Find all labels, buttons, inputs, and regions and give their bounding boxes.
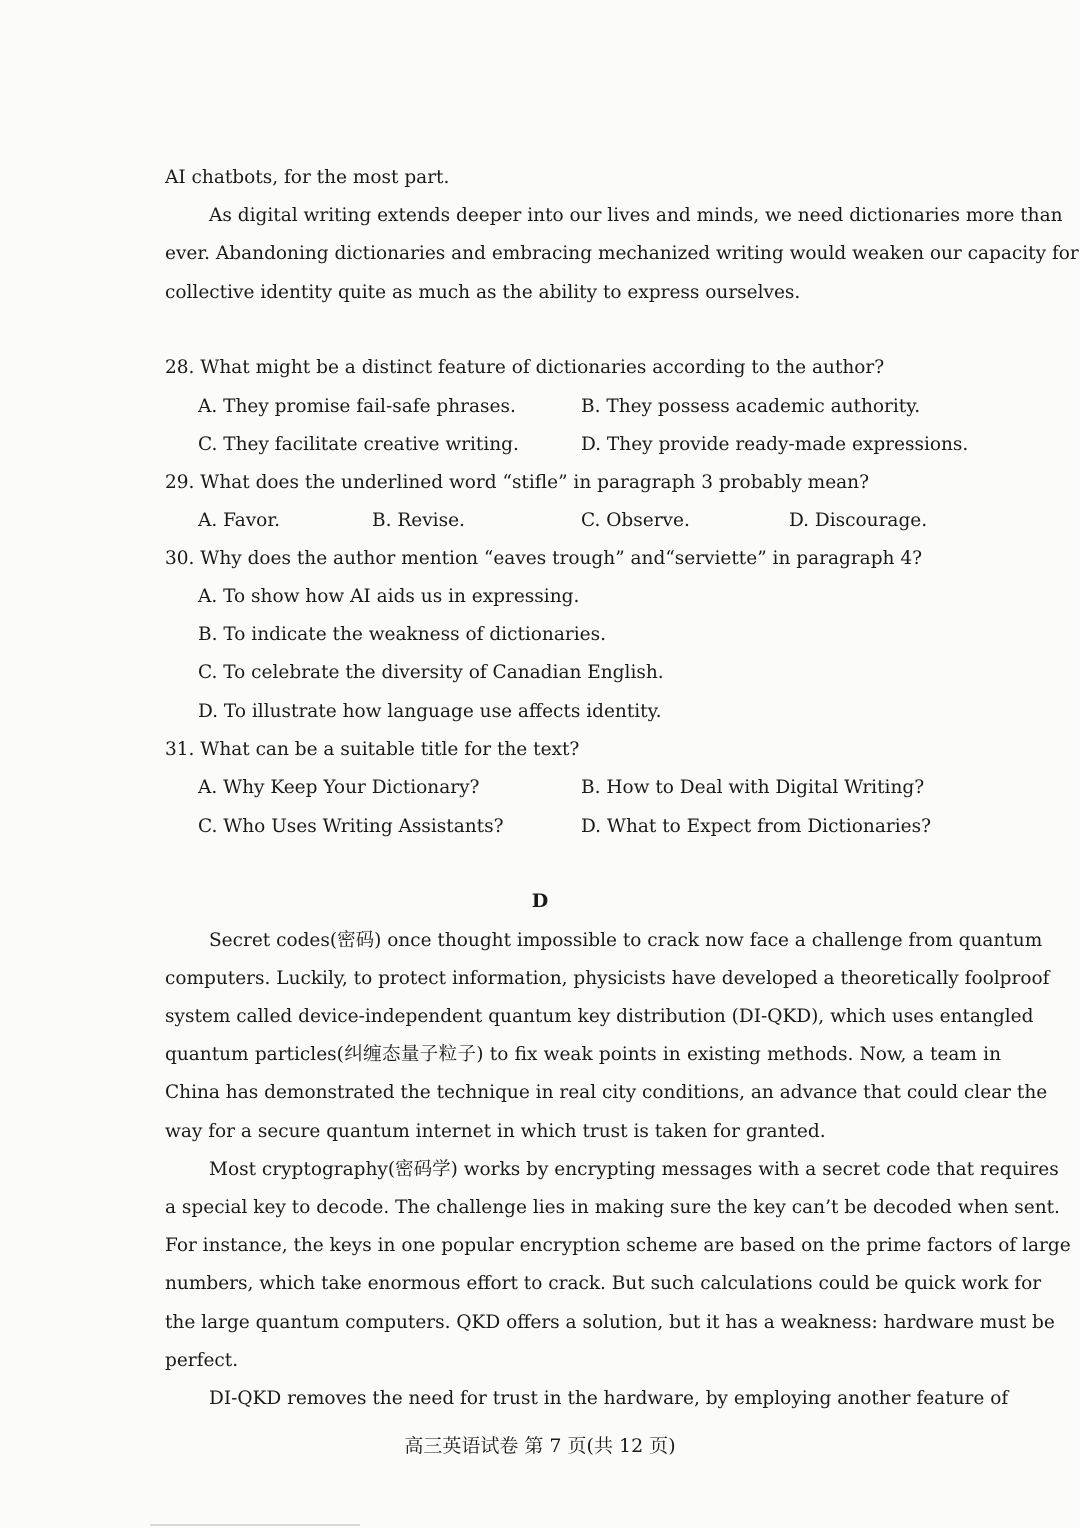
- passage-d-line: a special key to decode. The challenge lies in making sure the key can’t be decoded when sent.: [165, 1197, 1060, 1218]
- scan-artifact: [150, 1524, 360, 1526]
- q29-option-b: B. Revise.: [372, 510, 465, 531]
- q29-option-a: A. Favor.: [198, 510, 281, 531]
- q31-option-c: C. Who Uses Writing Assistants?: [198, 816, 504, 837]
- passage-line: ever. Abandoning dictionaries and embracing mechanized writing would weaken our capacity for: [165, 243, 1079, 264]
- passage-d-line: Most cryptography(密码学) works by encrypting messages with a secret code that requires: [209, 1159, 1059, 1180]
- q29-option-d: D. Discourage.: [789, 510, 928, 531]
- passage-d-line: system called device-independent quantum key distribution (DI-QKD), which uses entangled: [165, 1006, 1034, 1027]
- passage-d-line: numbers, which take enormous effort to crack. But such calculations could be quick work for: [165, 1273, 1042, 1294]
- passage-line: collective identity quite as much as the ability to express ourselves.: [165, 282, 801, 303]
- passage-d-line: way for a secure quantum internet in which trust is taken for granted.: [165, 1121, 826, 1142]
- passage-d-line: China has demonstrated the technique in real city conditions, an advance that could clear the: [165, 1082, 1048, 1103]
- q28-option-d: D. They provide ready-made expressions.: [581, 434, 969, 455]
- passage-d-line: For instance, the keys in one popular encryption scheme are based on the prime factors of large: [165, 1235, 1071, 1256]
- q30-option-d: D. To illustrate how language use affects identity.: [198, 701, 662, 722]
- q31-option-d: D. What to Expect from Dictionaries?: [581, 816, 931, 837]
- q31-option-a: A. Why Keep Your Dictionary?: [198, 777, 480, 798]
- passage-d-line: quantum particles(纠缠态量子粒子) to fix weak points in existing methods. Now, a team in: [165, 1044, 1001, 1065]
- section-d-heading: D: [531, 890, 549, 912]
- question-29-stem: 29. What does the underlined word “stifle” in paragraph 3 probably mean?: [165, 472, 870, 493]
- question-30-stem: 30. Why does the author mention “eaves trough” and“serviette” in paragraph 4?: [165, 548, 923, 569]
- question-31-stem: 31. What can be a suitable title for the text?: [165, 739, 580, 760]
- passage-d-line: perfect.: [165, 1350, 239, 1371]
- q30-option-c: C. To celebrate the diversity of Canadian English.: [198, 662, 664, 683]
- passage-d-line: the large quantum computers. QKD offers a solution, but it has a weakness: hardware must be: [165, 1312, 1055, 1333]
- q31-option-b: B. How to Deal with Digital Writing?: [581, 777, 925, 798]
- passage-d-line: computers. Luckily, to protect information, physicists have developed a theoretically foolproof: [165, 968, 1050, 989]
- q30-option-b: B. To indicate the weakness of dictionaries.: [198, 624, 606, 645]
- passage-d-line: DI-QKD removes the need for trust in the hardware, by employing another feature of: [209, 1388, 1009, 1409]
- passage-line: As digital writing extends deeper into our lives and minds, we need dictionaries more than: [209, 205, 1063, 226]
- passage-d-line: Secret codes(密码) once thought impossible to crack now face a challenge from quantum: [209, 930, 1043, 951]
- q28-option-b: B. They possess academic authority.: [581, 396, 921, 417]
- q28-option-a: A. They promise fail-safe phrases.: [198, 396, 516, 417]
- q30-option-a: A. To show how AI aids us in expressing.: [198, 586, 580, 607]
- page-footer: 高三英语试卷 第 7 页(共 12 页): [404, 1435, 676, 1457]
- q29-option-c: C. Observe.: [581, 510, 690, 531]
- q28-option-c: C. They facilitate creative writing.: [198, 434, 519, 455]
- passage-line: AI chatbots, for the most part.: [165, 167, 450, 188]
- question-28-stem: 28. What might be a distinct feature of dictionaries according to the author?: [165, 357, 885, 378]
